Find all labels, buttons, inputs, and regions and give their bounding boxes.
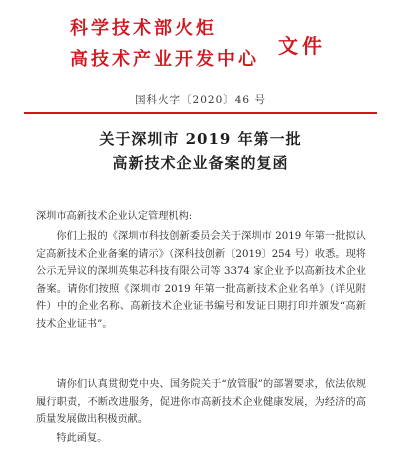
letterhead [0, 12, 401, 74]
document-title-line1: 关于深圳市 2019 年第一批 [99, 130, 302, 148]
closing-remark: 特此函复。 [56, 433, 108, 444]
issuer-name-line2: 高技术产业开发中心 [70, 49, 259, 70]
red-divider-line [24, 112, 377, 114]
document-label: 文件 [278, 34, 326, 58]
issuer-name-line1: 科学技术部火炬 [70, 18, 217, 39]
body-paragraph-1: 你们上报的《深圳市科技创新委员会关于深圳市 2019 年第一批拟认定高新技术企业备案的请示》（深科技创新〔2019〕254 号）收悉。现将公示无异议的深圳英集芯科技有限公司等 3374 家企业予以高新技术企业备案。请你们按照《深圳市 2019 年第一批高新技术企业名单》（详见附件）中的企业名称、高新技术企业证书编号和发证日期打印并颁发“高新技术企业证书”。 [36, 231, 366, 330]
document-number: 国科火字〔2020〕46 号 [135, 94, 266, 106]
addressee: 深圳市高新技术企业认定管理机构: [36, 211, 193, 222]
document-title-line2: 高新技术企业备案的复函 [112, 154, 289, 172]
body-paragraph-2: 请你们认真贯彻党中央、国务院关于“放管服”的部署要求，依法依规履行职责，不断改进服务，促进你市高新技术企业健康发展，为经济的高质量发展做出积极贡献。 [36, 379, 366, 426]
